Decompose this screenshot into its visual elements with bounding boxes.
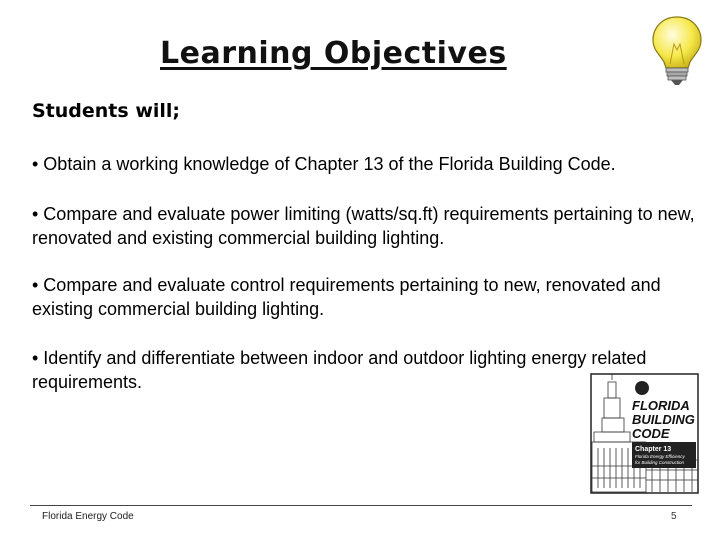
book-title-line1: FLORIDA xyxy=(632,398,690,413)
book-title-line2: BUILDING xyxy=(632,412,695,427)
light-bulb-icon xyxy=(648,14,706,88)
slide-title: Learning Objectives xyxy=(160,36,507,71)
building-code-book-icon xyxy=(590,370,700,495)
footer-label: Florida Energy Code xyxy=(42,511,134,522)
book-caption-line2: for Building Construction xyxy=(635,460,685,465)
bullet-item: • Obtain a working knowledge of Chapter 13 of the Florida Building Code. xyxy=(32,154,616,174)
book-caption-line1: Florida Energy Efficiency xyxy=(635,454,685,459)
footer-divider xyxy=(30,505,692,506)
book-title-line3: CODE xyxy=(632,426,670,441)
bullet-item: • Compare and evaluate control requirements pertaining to new, renovated and existing commercial building lighting. xyxy=(32,275,661,319)
bullet-item: • Compare and evaluate power limiting (watts/sq.ft) requirements pertaining to new, renovated and existing commercial building lighting. xyxy=(32,204,695,248)
book-chapter: Chapter 13 xyxy=(635,446,672,453)
subtitle: Students will; xyxy=(32,100,181,122)
page-number: 5 xyxy=(671,511,677,522)
bullet-item: • Identify and differentiate between indoor and outdoor lighting energy related requirements. xyxy=(32,348,647,392)
